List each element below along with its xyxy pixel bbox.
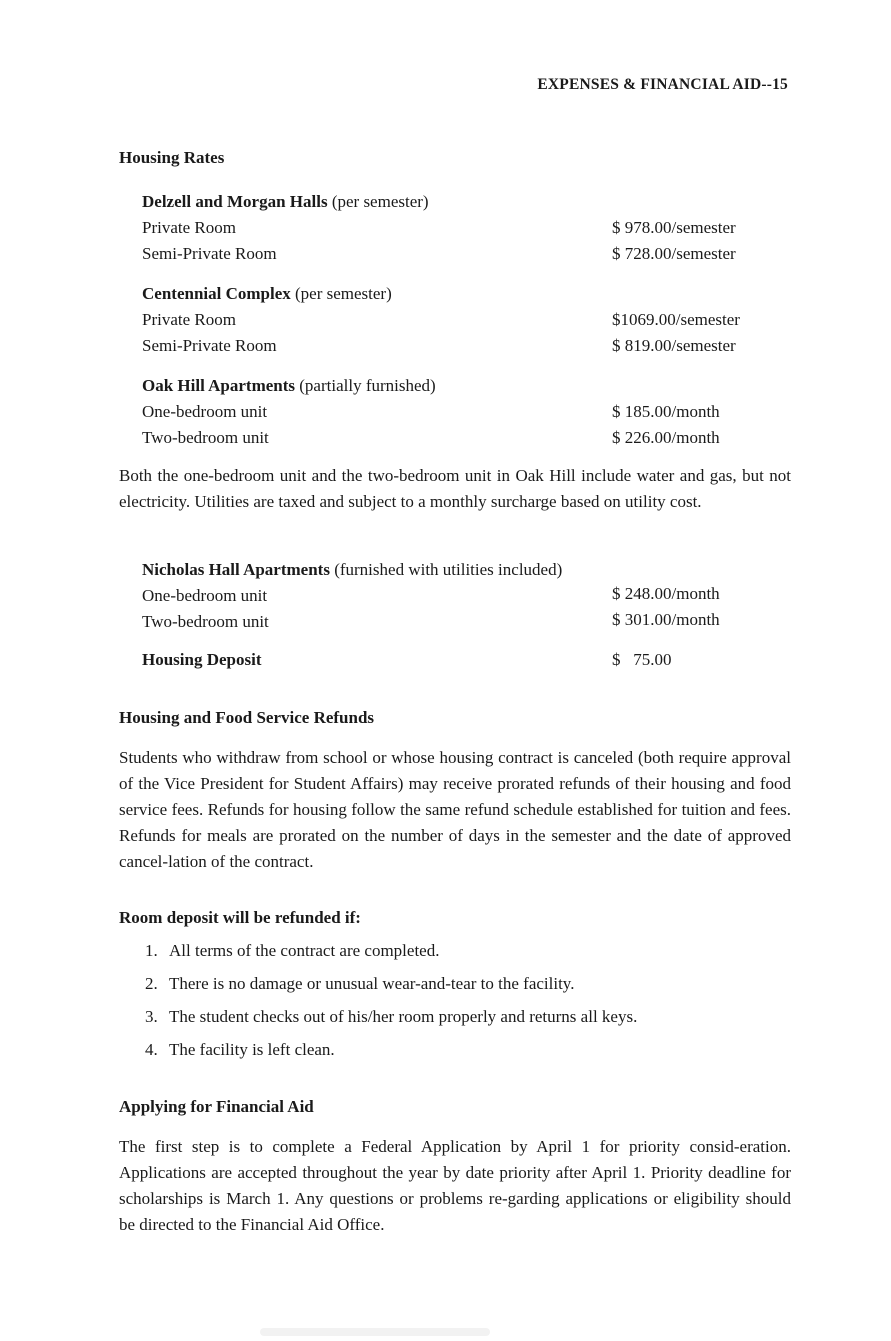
oak-hill-row-label: Two-bedroom unit (142, 428, 269, 447)
oak-hill-row-label: One-bedroom unit (142, 402, 268, 421)
centennial-row-label: Semi-Private Room (142, 336, 277, 355)
centennial-qualifier: (per semester) (290, 284, 392, 303)
centennial-heading (142, 281, 392, 307)
housing-deposit-value: $ 75.00 (612, 650, 672, 669)
financial-aid-body: The first step is to complete a Federal Application by April 1 for priority consid-eration. Applications are accepted throughout the year by date priority after April 1. Priority deadline for scholarships is March 1. Any questions or problems re-garding applications or eligibility should be directed to the Financial Aid Office. (119, 1137, 791, 1234)
oak-hill-name: Oak Hill Apartments (142, 376, 296, 395)
refunds-body: Students who withdraw from school or whose housing contract is canceled (both require approval of the Vice President for Student Affairs) may receive prorated refunds of their housing and food service fees. Refunds for housing follow the same refund schedule established for tuition and fees. Refunds for meals are prorated on the number of days in the semester and the date of approved cancel-lation of the contract. (119, 748, 791, 871)
list-number: 1. (145, 941, 158, 960)
list-text: The facility is left clean. (169, 1040, 335, 1059)
nicholas-name: Nicholas Hall Apartments (142, 560, 330, 579)
oak-hill-qualifier: (partially furnished) (295, 376, 436, 395)
delzell-row-label: Semi-Private Room (142, 244, 277, 263)
nicholas-row-label: Two-bedroom unit (142, 612, 269, 631)
delzell-heading (142, 189, 429, 215)
delzell-name: Delzell and Morgan Halls (142, 192, 328, 211)
list-text: The student checks out of his/her room properly and returns all keys. (169, 1007, 638, 1026)
delzell-row-value: $ 978.00/semester (612, 218, 736, 237)
housing-rates-title: Housing Rates (119, 148, 225, 167)
list-text: There is no damage or unusual wear-and-tear to the facility. (169, 974, 575, 993)
room-deposit-title: Room deposit will be refunded if: (119, 908, 361, 927)
centennial-row-label: Private Room (142, 310, 236, 329)
list-item (145, 974, 574, 994)
housing-deposit-label: Housing Deposit (142, 650, 262, 669)
nicholas-heading (142, 557, 562, 583)
nicholas-row-value: $ 248.00/month (612, 584, 720, 603)
nicholas-row-value: $ 301.00/month (612, 610, 720, 629)
oak-hill-heading (142, 373, 436, 399)
delzell-row-value: $ 728.00/semester (612, 244, 736, 263)
scan-smudge (260, 1328, 490, 1336)
financial-aid-title: Applying for Financial Aid (119, 1097, 314, 1116)
nicholas-qualifier: (furnished with utilities included) (329, 560, 563, 579)
refunds-title: Housing and Food Service Refunds (119, 708, 375, 727)
oak-hill-row-value: $ 226.00/month (612, 428, 720, 447)
delzell-qualifier: (per semester) (327, 192, 429, 211)
oak-hill-note: Both the one-bedroom unit and the two-bedroom unit in Oak Hill include water and gas, but not electricity. Utilities are taxed and subject to a monthly surcharge based on utility cost. (119, 466, 791, 511)
list-text: All terms of the contract are completed. (169, 941, 440, 960)
list-item (145, 1007, 637, 1027)
delzell-row-label: Private Room (142, 218, 236, 237)
list-item (145, 941, 439, 961)
list-number: 3. (145, 1007, 158, 1026)
running-head: EXPENSES & FINANCIAL AID--15 (537, 76, 788, 93)
oak-hill-row-value: $ 185.00/month (612, 402, 720, 421)
list-item (145, 1040, 335, 1060)
centennial-name: Centennial Complex (142, 284, 291, 303)
nicholas-row-label: One-bedroom unit (142, 586, 268, 605)
centennial-row-value: $1069.00/semester (612, 310, 740, 329)
list-number: 4. (145, 1040, 158, 1059)
centennial-row-value: $ 819.00/semester (612, 336, 736, 355)
list-number: 2. (145, 974, 158, 993)
